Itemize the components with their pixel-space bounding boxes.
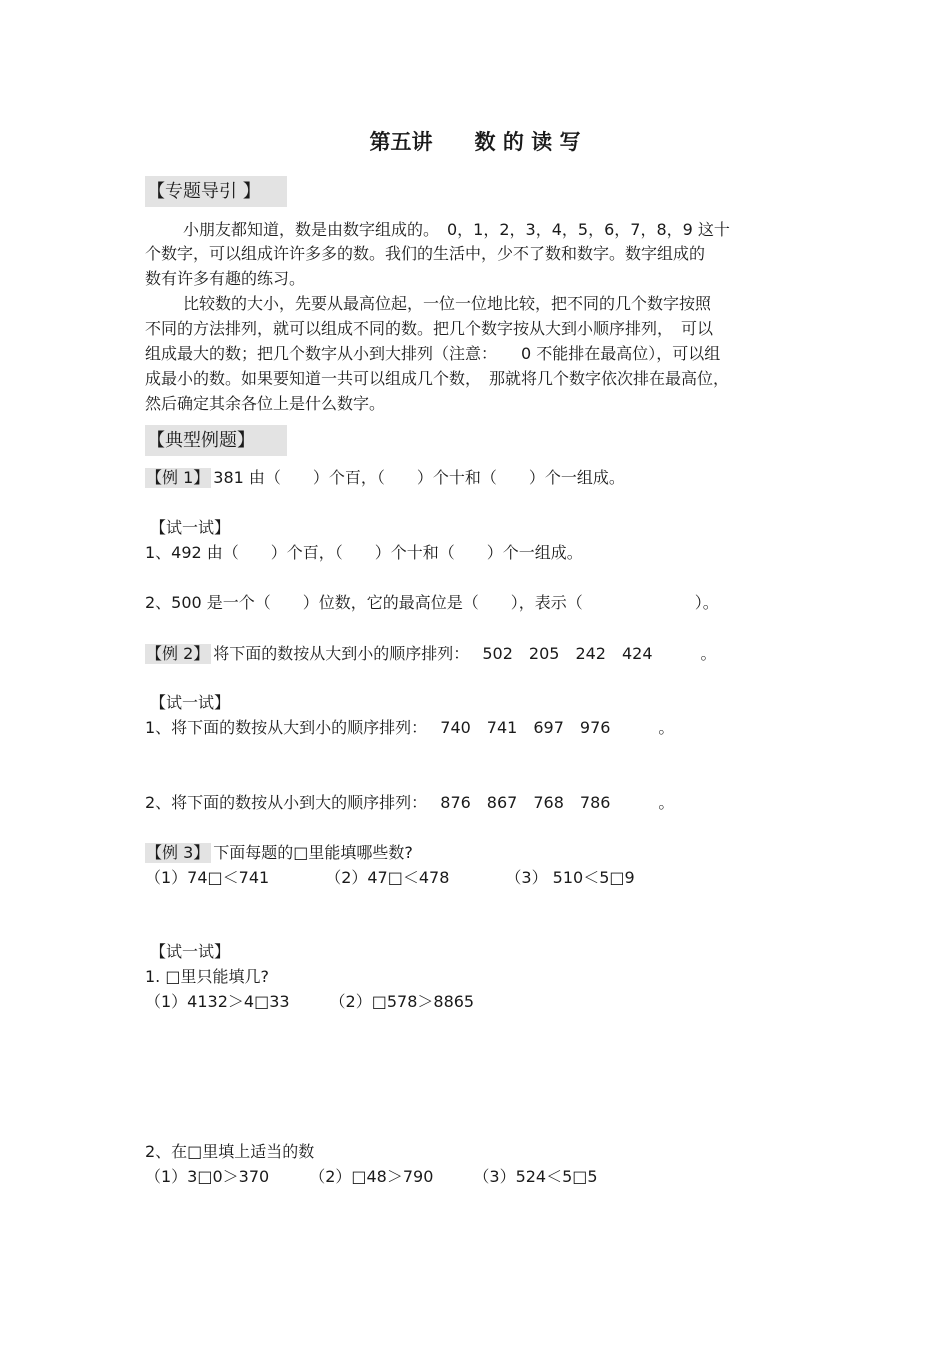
- intro-line-3: 数有许多有趣的练习。: [145, 269, 306, 288]
- example-3-items: （1）74□＜741 （2）47□＜478 （3） 510＜5□9: [145, 868, 635, 887]
- try-2-question-1: 1、将下面的数按从大到小的顺序排列： 740 741 697 976 。: [145, 718, 675, 737]
- intro-line-8: 然后确定其余各位上是什么数字。: [145, 394, 386, 413]
- page-title: 第五讲 数 的 读 写: [369, 129, 581, 154]
- try-3-question-1-items: （1）4132＞4□33 （2）□578＞8865: [145, 992, 475, 1011]
- example-2-text: 将下面的数按从大到小的顺序排列： 502 205 242 424 。: [213, 644, 717, 663]
- intro-line-7: 成最小的数。如果要知道一共可以组成几个数， 那就将几个数字依次排在最高位，: [145, 369, 730, 388]
- try-heading-2: 【试一试】: [150, 693, 231, 712]
- intro-line-4: 比较数的大小，先要从最高位起，一位一位地比较，把不同的几个数字按照: [183, 294, 712, 313]
- try-heading-1: 【试一试】: [150, 518, 231, 537]
- intro-line-5: 不同的方法排列，就可以组成不同的数。把几个数字按从大到小顺序排列， 可以: [145, 319, 714, 338]
- try-2-question-2: 2、将下面的数按从小到大的顺序排列： 876 867 768 786 。: [145, 793, 675, 812]
- example-3-text: 下面每题的□里能填哪些数?: [213, 843, 413, 862]
- try-1-question-1: 1、492 由（ ）个百，（ ）个十和（ ）个一组成。: [145, 543, 583, 562]
- example-1-text: 381 由（ ）个百，（ ）个十和（ ）个一组成。: [213, 468, 625, 487]
- section-heading-intro: 【专题导引 】: [145, 176, 287, 207]
- example-2: [145, 644, 717, 664]
- try-3-question-2-items: （1）3□0＞370 （2）□48＞790 （3）524＜5□5: [145, 1167, 598, 1186]
- intro-line-6: 组成最大的数；把几个数字从小到大排列（注意： 0 不能排在最高位），可以组: [145, 344, 721, 363]
- try-heading-3: 【试一试】: [150, 942, 231, 961]
- try-1-question-2: 2、500 是一个（ ）位数，它的最高位是（ ），表示（ ）。: [145, 593, 719, 612]
- try-3-question-2-title: 2、在□里填上适当的数: [145, 1142, 315, 1161]
- intro-line-2: 个数字，可以组成许许多多的数。我们的生活中，少不了数和数字。数字组成的: [145, 244, 706, 263]
- example-2-tag: 【例 2】: [146, 644, 210, 663]
- section-heading-examples: 【典型例题】: [145, 425, 287, 456]
- example-1: [145, 468, 625, 488]
- example-3: [145, 843, 413, 863]
- try-3-question-1-title: 1. □里只能填几?: [145, 967, 269, 986]
- example-3-tag: 【例 3】: [146, 843, 210, 862]
- intro-line-1: 小朋友都知道，数是由数字组成的。 0，1，2，3，4，5，6，7，8，9 这十: [183, 220, 730, 239]
- example-1-tag: 【例 1】: [146, 468, 210, 487]
